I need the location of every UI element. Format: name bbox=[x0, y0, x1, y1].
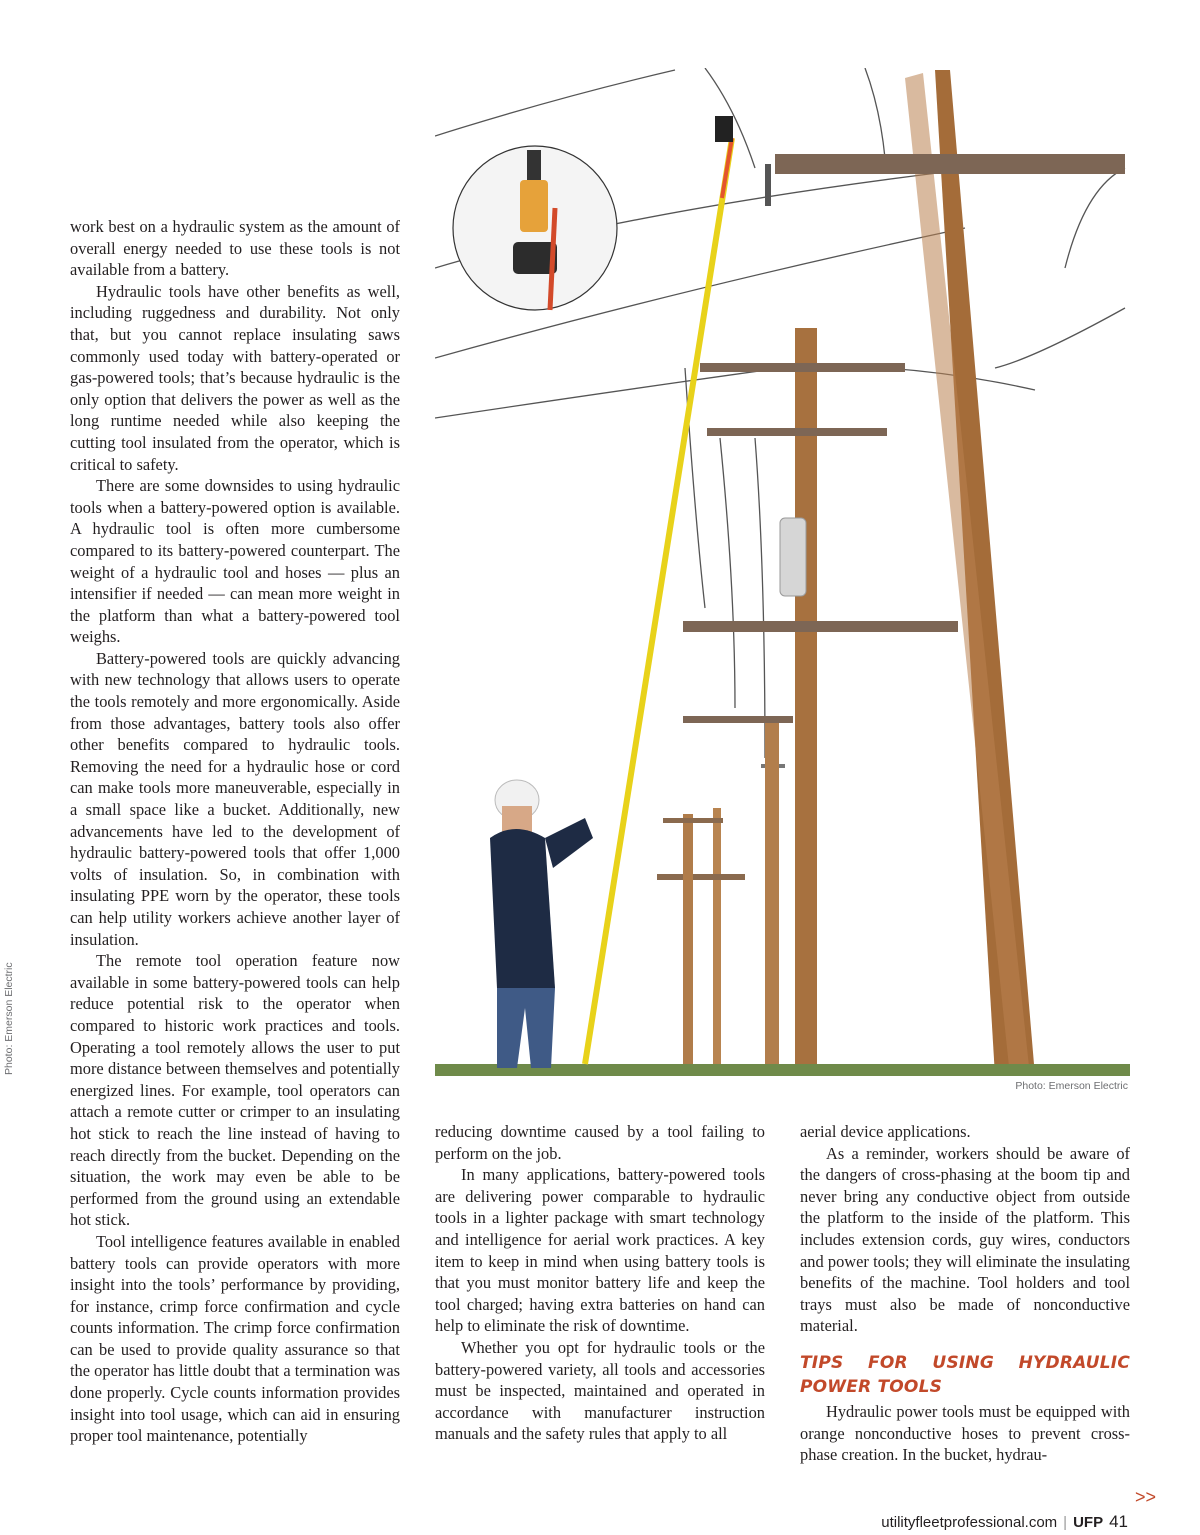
photo-credit: Photo: Emerson Electric bbox=[1015, 1080, 1128, 1092]
column-1 bbox=[70, 216, 400, 1447]
paragraph: Whether you opt for hydraulic tools or the battery-powered variety, all tools and accessories must be inspected, maintained and operated in accordance with manufacturer instruction manuals and the safety rules that apply to all bbox=[435, 1337, 765, 1444]
paragraph: reducing downtime caused by a tool failing to perform on the job. bbox=[435, 1122, 765, 1163]
footer bbox=[881, 1512, 1128, 1532]
paragraph: There are some downsides to using hydraulic tools when a battery-powered option is available. A hydraulic tool is often more cumbersome compared to its battery-powered counterpart. The weight of a hydraulic tool and hoses — plus an intensifier if needed — can mean more weight in the platform than what a battery-powered tool weighs. bbox=[70, 476, 400, 647]
paragraph: Hydraulic power tools must be equipped with orange nonconductive hoses to prevent cross-phase creation. In the bucket, hydrau- bbox=[800, 1401, 1130, 1465]
page-number: 41 bbox=[1109, 1512, 1128, 1531]
column-2 bbox=[435, 1121, 765, 1445]
paragraph: aerial device applications. bbox=[800, 1122, 971, 1141]
section-heading: TIPS FOR USING HYDRAULIC POWER TOOLS bbox=[800, 1352, 1130, 1397]
paragraph: As a reminder, workers should be aware of the dangers of cross-phasing at the boom tip and never bring any conductive object from outside the platform to the inside of the platform. This includes extension cords, guy wires, conductors and power tools; they will eliminate the insulating benefits of the machine. Tool holders and tool trays must also be made of nonconductive material. bbox=[800, 1143, 1130, 1336]
paragraph: Tool intelligence features available in enabled battery tools can provide operators with more insight into the tools’ performance by providing, for instance, crimp force confirmation and cycle counts information. The crimp force confirmation can be used to provide quality assurance so that the operator has little doubt that a termination was done properly. Cycle counts information provides insight into tool usage, which can aid in ensuring proper tool maintenance, potentially bbox=[70, 1231, 400, 1446]
footer-brand: UFP bbox=[1073, 1514, 1104, 1531]
continued-arrow: >> bbox=[1135, 1487, 1157, 1507]
paragraph: In many applications, battery-powered tools are delivering power comparable to hydraulic tools in a lighter package with smart technology and intelligence for aerial work practices. A key item to keep in mind when using battery tools is that you must monitor battery life and keep the tool charged; having extra batteries on hand can help to eliminate the risk of downtime. bbox=[435, 1165, 765, 1336]
paragraph: Hydraulic tools have other benefits as well, including ruggedness and durability. Not only that, but you cannot replace insulating saws commonly used today with battery-operated or gas-powered tools; that’s because hydraulic is the only option that delivers the power as well as the long runtime needed while also keeping the cutting tool insulated from the operator, which is critical to safety. bbox=[70, 281, 400, 474]
side-photo-credit: Photo: Emerson Electric bbox=[3, 962, 15, 1075]
footer-separator: | bbox=[1063, 1514, 1068, 1531]
utility-poles-photo bbox=[435, 68, 1130, 1076]
paragraph: work best on a hydraulic system as the amount of overall energy needed to use these tools is not available from a battery. bbox=[70, 217, 400, 280]
tool-closeup-inset bbox=[453, 146, 617, 310]
paragraph: Battery-powered tools are quickly advancing with new technology that allows users to operate the tools remotely and more ergonomically. Aside from those advantages, battery tools also offer other benefits compared to hydraulic tools. Removing the need for a hydraulic hose or cord can make tools more maneuverable, especially in a small space like a bucket. Additionally, new advancements have led to the development of hydraulic battery-powered tools that offer 1,000 volts of insulation. So, in combination with insulating PPE worn by the operator, these tools can help utility workers achieve another layer of insulation. bbox=[70, 648, 400, 949]
paragraph: The remote tool operation feature now available in some battery-powered tools can help reduce potential risk to the operator when compared to historic work practices and tools. Operating a tool remotely allows the user to put more distance between themselves and potentially energized lines. For example, tool operators can attach a remote cutter or crimper to an insulating hot stick to reach the line instead of having to reach directly from the bucket. Depending on the situation, the work may even be able to be performed from the ground using an extendable hot stick. bbox=[70, 951, 400, 1230]
footer-site: utilityfleetprofessional.com bbox=[881, 1514, 1058, 1531]
column-3 bbox=[800, 1121, 1130, 1466]
column-3-paragraphs bbox=[800, 1121, 1130, 1337]
